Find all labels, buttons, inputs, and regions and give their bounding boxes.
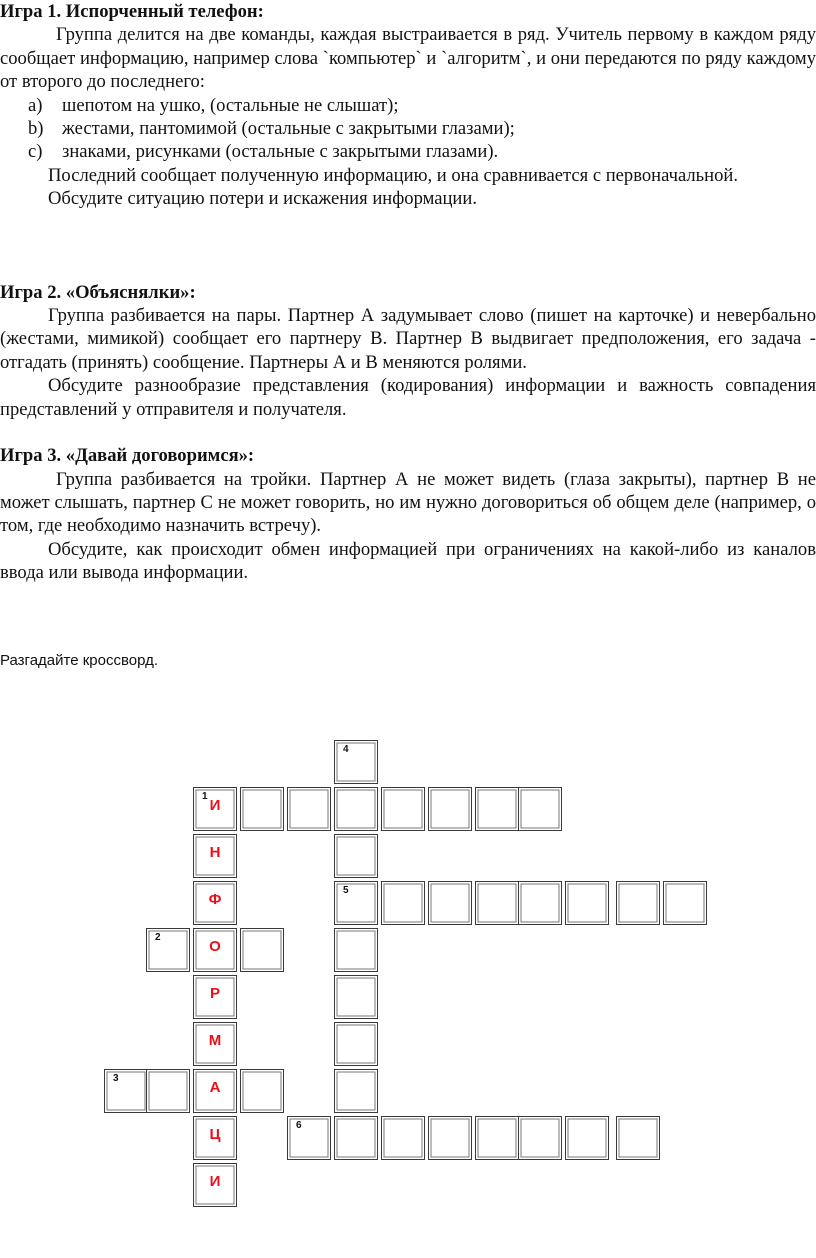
crossword-letter: Р bbox=[209, 985, 220, 1002]
game-1-title: Игра 1. Испорченный телефон: bbox=[0, 1, 264, 22]
option-marker: b) bbox=[28, 118, 44, 140]
game-3-discussion: Обсудите, как происходит обмен информацией при ограничениях на какой-либо из каналов ввода или вывода информации. bbox=[0, 538, 816, 584]
option-text: жестами, пантомимой (остальные с закрытыми глазами); bbox=[62, 118, 515, 140]
crossword-cell[interactable] bbox=[334, 975, 378, 1019]
crossword-letter: И bbox=[209, 1173, 221, 1190]
crossword-clue-number: 2 bbox=[155, 932, 161, 943]
crossword-clue-number: 5 bbox=[343, 885, 349, 896]
crossword-cell[interactable] bbox=[518, 1116, 562, 1160]
crossword-cell[interactable] bbox=[334, 1116, 378, 1160]
document-page bbox=[0, 0, 816, 585]
crossword-cell[interactable] bbox=[565, 1116, 609, 1160]
crossword-cell[interactable] bbox=[287, 787, 331, 831]
crossword-letter: М bbox=[208, 1032, 222, 1049]
crossword-letter: Ц bbox=[209, 1126, 221, 1143]
crossword-cell[interactable] bbox=[334, 740, 378, 784]
crossword-cell[interactable] bbox=[381, 787, 425, 831]
crossword-cell[interactable] bbox=[334, 1022, 378, 1066]
game-2 bbox=[0, 281, 816, 421]
crossword-cell[interactable] bbox=[381, 881, 425, 925]
crossword-cell[interactable] bbox=[240, 1069, 284, 1113]
game-1-options bbox=[0, 94, 816, 164]
crossword-letter: Н bbox=[209, 844, 221, 861]
crossword-cell[interactable] bbox=[240, 787, 284, 831]
list-item bbox=[0, 140, 816, 163]
crossword-cell[interactable] bbox=[475, 881, 519, 925]
crossword-cell[interactable] bbox=[146, 1069, 190, 1113]
crossword-cell[interactable] bbox=[334, 787, 378, 831]
game-3-rules: Группа разбивается на тройки. Партнер А не может видеть (глаза закрыты), партнер В не может слышать, партнер С не может говорить, но им нужно договориться об общем деле (например, о том, где необходимо назначить встречу). bbox=[0, 468, 816, 537]
game-3-title: Игра 3. «Давай договоримся»: bbox=[0, 445, 255, 467]
game-3 bbox=[0, 444, 816, 584]
crossword-cell[interactable] bbox=[475, 1116, 519, 1160]
game-1 bbox=[0, 0, 816, 211]
crossword-cell[interactable] bbox=[334, 928, 378, 972]
game-2-title: Игра 2. «Объяснялки»: bbox=[0, 281, 196, 303]
crossword-cell[interactable] bbox=[616, 1116, 660, 1160]
crossword-cell[interactable] bbox=[334, 1069, 378, 1113]
option-marker: c) bbox=[28, 141, 43, 163]
crossword-cell[interactable] bbox=[146, 928, 190, 972]
crossword-letter: И bbox=[209, 797, 221, 814]
crossword-cell[interactable] bbox=[334, 834, 378, 878]
crossword-cell[interactable] bbox=[334, 881, 378, 925]
crossword-cell[interactable] bbox=[287, 1116, 331, 1160]
crossword-caption: Разгадайте кроссворд. bbox=[0, 652, 159, 669]
crossword-cell[interactable] bbox=[663, 881, 707, 925]
crossword-cell[interactable] bbox=[565, 881, 609, 925]
crossword-cell[interactable] bbox=[518, 881, 562, 925]
crossword-cell[interactable] bbox=[475, 787, 519, 831]
crossword-cell[interactable] bbox=[428, 1116, 472, 1160]
crossword-cell[interactable] bbox=[616, 881, 660, 925]
crossword-cell[interactable] bbox=[518, 787, 562, 831]
crossword-letter: О bbox=[209, 938, 221, 955]
option-text: шепотом на ушко, (остальные не слышат); bbox=[62, 94, 399, 116]
game-1-intro: Группа делится на две команды, каждая выстраивается в ряд. Учитель первому в каждом ряду сообщает информацию, например слова `компьютер` и `алгоритм`, и они передаются по ряду каждому от второго до последнего: bbox=[0, 24, 816, 93]
game-2-discussion: Обсудите разнообразие представления (кодирования) информации и важность совпадения представлений у отправителя и получателя. bbox=[0, 375, 816, 420]
crossword-cell[interactable] bbox=[428, 787, 472, 831]
crossword-clue-number: 4 bbox=[343, 744, 349, 755]
option-text: знаками, рисунками (остальные с закрытыми глазами). bbox=[62, 141, 499, 163]
crossword-cell[interactable] bbox=[381, 1116, 425, 1160]
crossword-letter: Ф bbox=[208, 891, 222, 908]
list-item bbox=[0, 117, 816, 140]
game-2-rules: Группа разбивается на пары. Партнер А задумывает слово (пишет на карточке) и невербально (жестами, мимикой) сообщает его партнеру В. Партнер В выдвигает предположения, его задача - отгадать (принять) сообщение. Партнеры А и В меняются ролями. bbox=[0, 305, 816, 373]
game-1-discussion: Обсудите ситуацию потери и искажения информации. bbox=[48, 188, 477, 210]
crossword-cell[interactable] bbox=[240, 928, 284, 972]
crossword-clue-number: 1 bbox=[202, 791, 208, 802]
crossword-cell[interactable] bbox=[428, 881, 472, 925]
crossword-clue-number: 3 bbox=[113, 1073, 119, 1084]
crossword-letter: А bbox=[209, 1079, 221, 1096]
option-marker: a) bbox=[28, 94, 43, 116]
list-item bbox=[0, 94, 816, 117]
crossword-cell[interactable] bbox=[104, 1069, 148, 1113]
crossword-clue-number: 6 bbox=[296, 1120, 302, 1131]
game-1-result: Последний сообщает полученную информацию, и она сравнивается с первоначальной. bbox=[48, 164, 739, 186]
